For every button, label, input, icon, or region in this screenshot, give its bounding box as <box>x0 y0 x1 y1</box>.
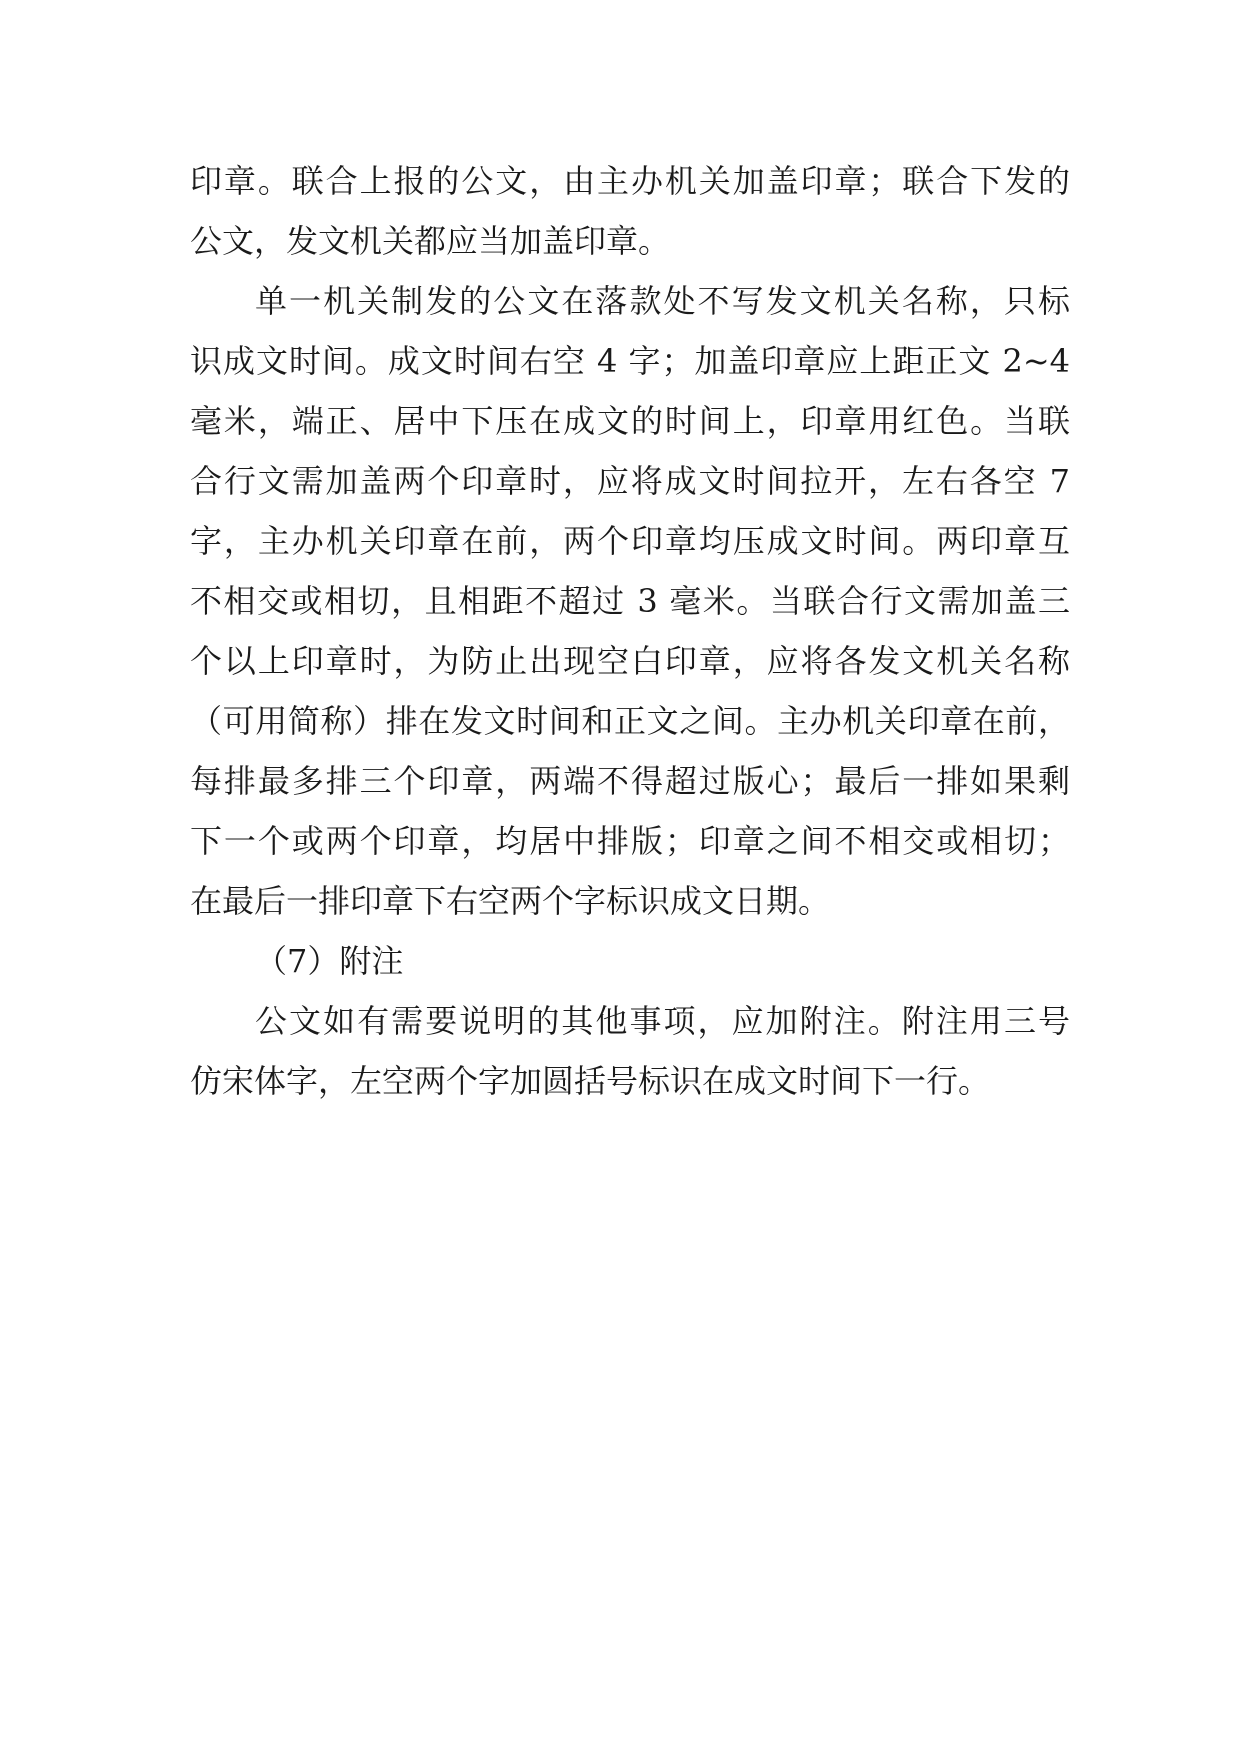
paragraph-line: 公文，发文机关都应当加盖印章。 <box>190 222 671 260</box>
paragraph-line: 字，主办机关印章在前，两个印章均压成文时间。两印章互 <box>190 522 1070 560</box>
paragraph-line: 合行文需加盖两个印章时，应将成文时间拉开，左右各空 7 <box>190 462 1070 500</box>
paragraph-line: 每排最多排三个印章，两端不得超过版心；最后一排如果剩 <box>190 762 1070 800</box>
paragraph-line: 单一机关制发的公文在落款处不写发文机关名称，只标 <box>255 282 1070 320</box>
paragraph-line: 毫米，端正、居中下压在成文的时间上，印章用红色。当联 <box>190 402 1070 440</box>
paragraph-line: 下一个或两个印章，均居中排版；印章之间不相交或相切； <box>190 822 1070 860</box>
paragraph-line: 仿宋体字，左空两个字加圆括号标识在成文时间下一行。 <box>190 1062 991 1100</box>
paragraph-line: 印章。联合上报的公文，由主办机关加盖印章；联合下发的 <box>190 162 1070 200</box>
section-heading: （7）附注 <box>255 942 404 980</box>
paragraph-line: 个以上印章时，为防止出现空白印章，应将各发文机关名称 <box>190 642 1070 680</box>
paragraph-line: 不相交或相切，且相距不超过 3 毫米。当联合行文需加盖三 <box>190 582 1070 620</box>
paragraph-line: 识成文时间。成文时间右空 4 字；加盖印章应上距正文 2~4 <box>190 342 1070 380</box>
paragraph-line: （可用简称）排在发文时间和正文之间。主办机关印章在前， <box>190 702 1070 740</box>
paragraph-line: 在最后一排印章下右空两个字标识成文日期。 <box>190 882 831 920</box>
paragraph-line: 公文如有需要说明的其他事项，应加附注。附注用三号 <box>255 1002 1070 1040</box>
